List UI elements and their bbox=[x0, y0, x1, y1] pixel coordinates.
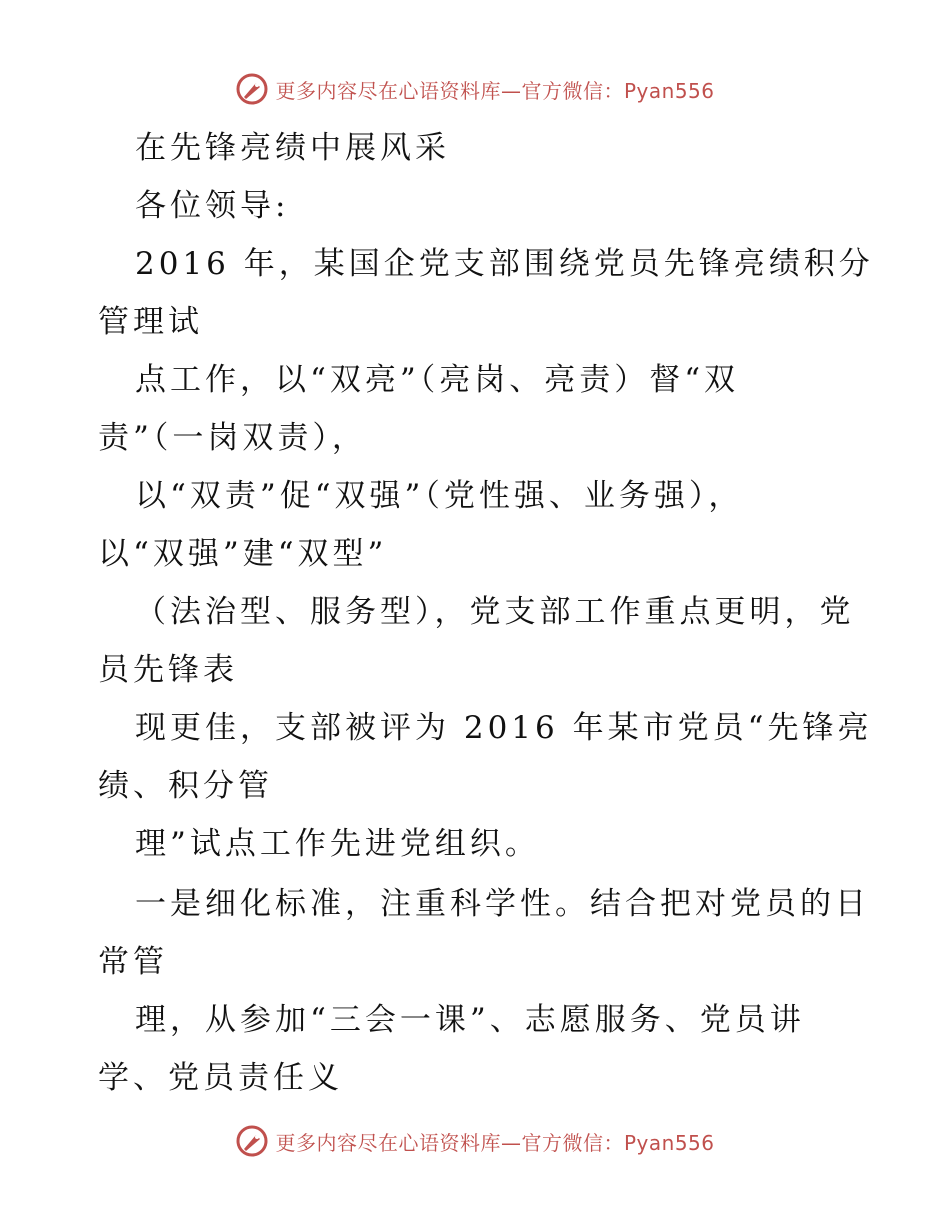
paragraph-line: 一是细化标准，注重科学性。结合把对党员的日 bbox=[135, 886, 870, 922]
paragraph-line: 点工作，以“双亮”（亮岗、亮责）督“双 bbox=[135, 362, 740, 398]
paragraph-line: 以“双强”建“双型” bbox=[98, 536, 388, 572]
watermark-text: 更多内容尽在心语资料库—官方微信： bbox=[275, 1130, 624, 1155]
footer-watermark bbox=[0, 1124, 950, 1158]
paragraph-line: 学、党员责任义 bbox=[98, 1060, 343, 1096]
paragraph-line: 2016 年，某国企党支部围绕党员先锋亮绩积分 bbox=[135, 246, 874, 282]
watermark-text: 更多内容尽在心语资料库—官方微信： bbox=[275, 78, 624, 103]
paragraph-line: 员先锋表 bbox=[98, 652, 238, 688]
paragraph-line: 现更佳，支部被评为 2016 年某市党员“先锋亮 bbox=[135, 710, 873, 746]
watermark-id: Pyan556 bbox=[623, 78, 715, 103]
watermark-id: Pyan556 bbox=[623, 1130, 715, 1155]
paragraph-line: 以“双责”促“双强”（党性强、业务强）， bbox=[135, 478, 744, 514]
pen-nib-logo-icon bbox=[235, 1124, 269, 1158]
paragraph-line: （法治型、服务型），党支部工作重点更明，党 bbox=[135, 594, 855, 630]
paragraph-line: 理”试点工作先进党组织。 bbox=[135, 826, 540, 862]
paragraph-line: 管理试 bbox=[98, 304, 203, 340]
header-watermark bbox=[0, 72, 950, 106]
paragraph-line: 责”（一岗双责）， bbox=[98, 420, 367, 456]
pen-nib-logo-icon bbox=[235, 72, 269, 106]
paragraph-line: 理，从参加“三会一课”、志愿服务、党员讲 bbox=[135, 1002, 805, 1038]
document-title: 在先锋亮绩中展风采 bbox=[135, 130, 450, 166]
paragraph-line: 绩、积分管 bbox=[98, 768, 273, 804]
paragraph-line: 常管 bbox=[98, 944, 168, 980]
salutation: 各位领导: bbox=[135, 188, 290, 224]
